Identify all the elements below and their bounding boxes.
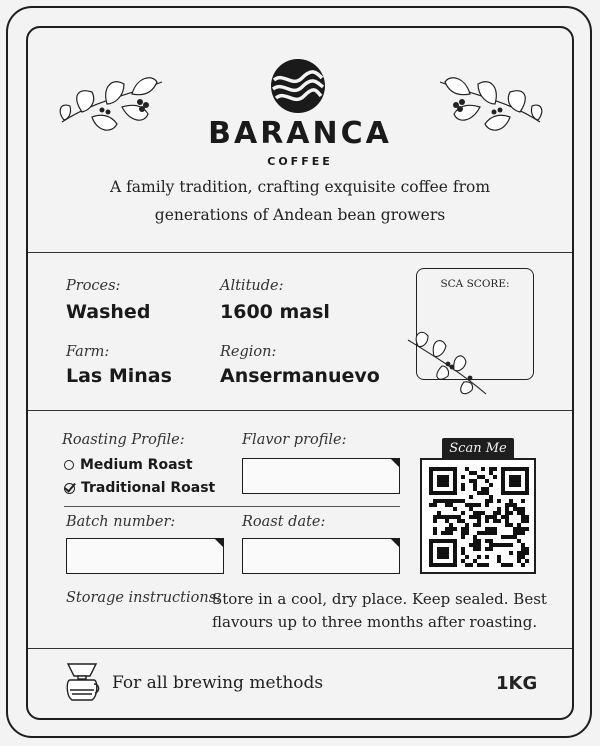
baranca-logo-icon bbox=[270, 58, 326, 114]
roast-date-label: Roast date: bbox=[242, 514, 326, 530]
sca-score-label: SCA SCORE: bbox=[440, 278, 510, 290]
batch-number-label: Batch number: bbox=[66, 514, 176, 530]
traditional-roast-label: Traditional Roast bbox=[81, 480, 216, 496]
divider bbox=[28, 252, 572, 253]
medium-roast-option[interactable] bbox=[64, 457, 193, 473]
process-value: Washed bbox=[66, 301, 151, 323]
storage-label: Storage instructions: bbox=[66, 590, 222, 606]
flavor-profile-field[interactable] bbox=[242, 458, 400, 494]
storage-line-1: Store in a cool, dry place. Keep sealed. Best bbox=[212, 590, 547, 608]
medium-roast-label: Medium Roast bbox=[80, 457, 193, 473]
roast-date-field[interactable] bbox=[242, 538, 400, 574]
checkmark-icon[interactable] bbox=[64, 483, 75, 494]
region-label: Region: bbox=[220, 344, 277, 360]
altitude-value: 1600 masl bbox=[220, 301, 330, 323]
batch-number-field[interactable] bbox=[66, 538, 224, 574]
roasting-profile-label: Roasting Profile: bbox=[62, 432, 185, 448]
section-divider bbox=[64, 506, 400, 507]
coffee-branch-icon bbox=[404, 326, 490, 398]
tagline-line-2: generations of Andean bean growers bbox=[154, 206, 446, 224]
label-inner-frame bbox=[26, 26, 574, 720]
divider bbox=[28, 648, 572, 649]
brewing-methods-text: For all brewing methods bbox=[112, 673, 324, 693]
scan-me-tag: Scan Me bbox=[442, 438, 514, 460]
tagline-line-1: A family tradition, crafting exquisite coffee from bbox=[109, 178, 491, 196]
pour-over-icon bbox=[62, 660, 102, 704]
process-label: Proces: bbox=[66, 278, 121, 294]
weight-value: 1KG bbox=[496, 673, 538, 694]
radio-unchecked-icon[interactable] bbox=[64, 460, 74, 470]
storage-line-2: flavours up to three months after roasting. bbox=[212, 613, 538, 631]
traditional-roast-option[interactable] bbox=[64, 480, 215, 496]
brand-name: BARANCA bbox=[208, 116, 392, 151]
farm-value: Las Minas bbox=[66, 365, 172, 387]
farm-label: Farm: bbox=[66, 344, 110, 360]
qr-code-icon bbox=[429, 467, 529, 567]
brand-subtitle: COFFEE bbox=[267, 155, 333, 168]
qr-code-frame[interactable] bbox=[420, 458, 536, 574]
altitude-label: Altitude: bbox=[220, 278, 284, 294]
region-value: Ansermanuevo bbox=[220, 365, 380, 387]
divider bbox=[28, 410, 572, 411]
flavor-profile-label: Flavor profile: bbox=[242, 432, 347, 448]
